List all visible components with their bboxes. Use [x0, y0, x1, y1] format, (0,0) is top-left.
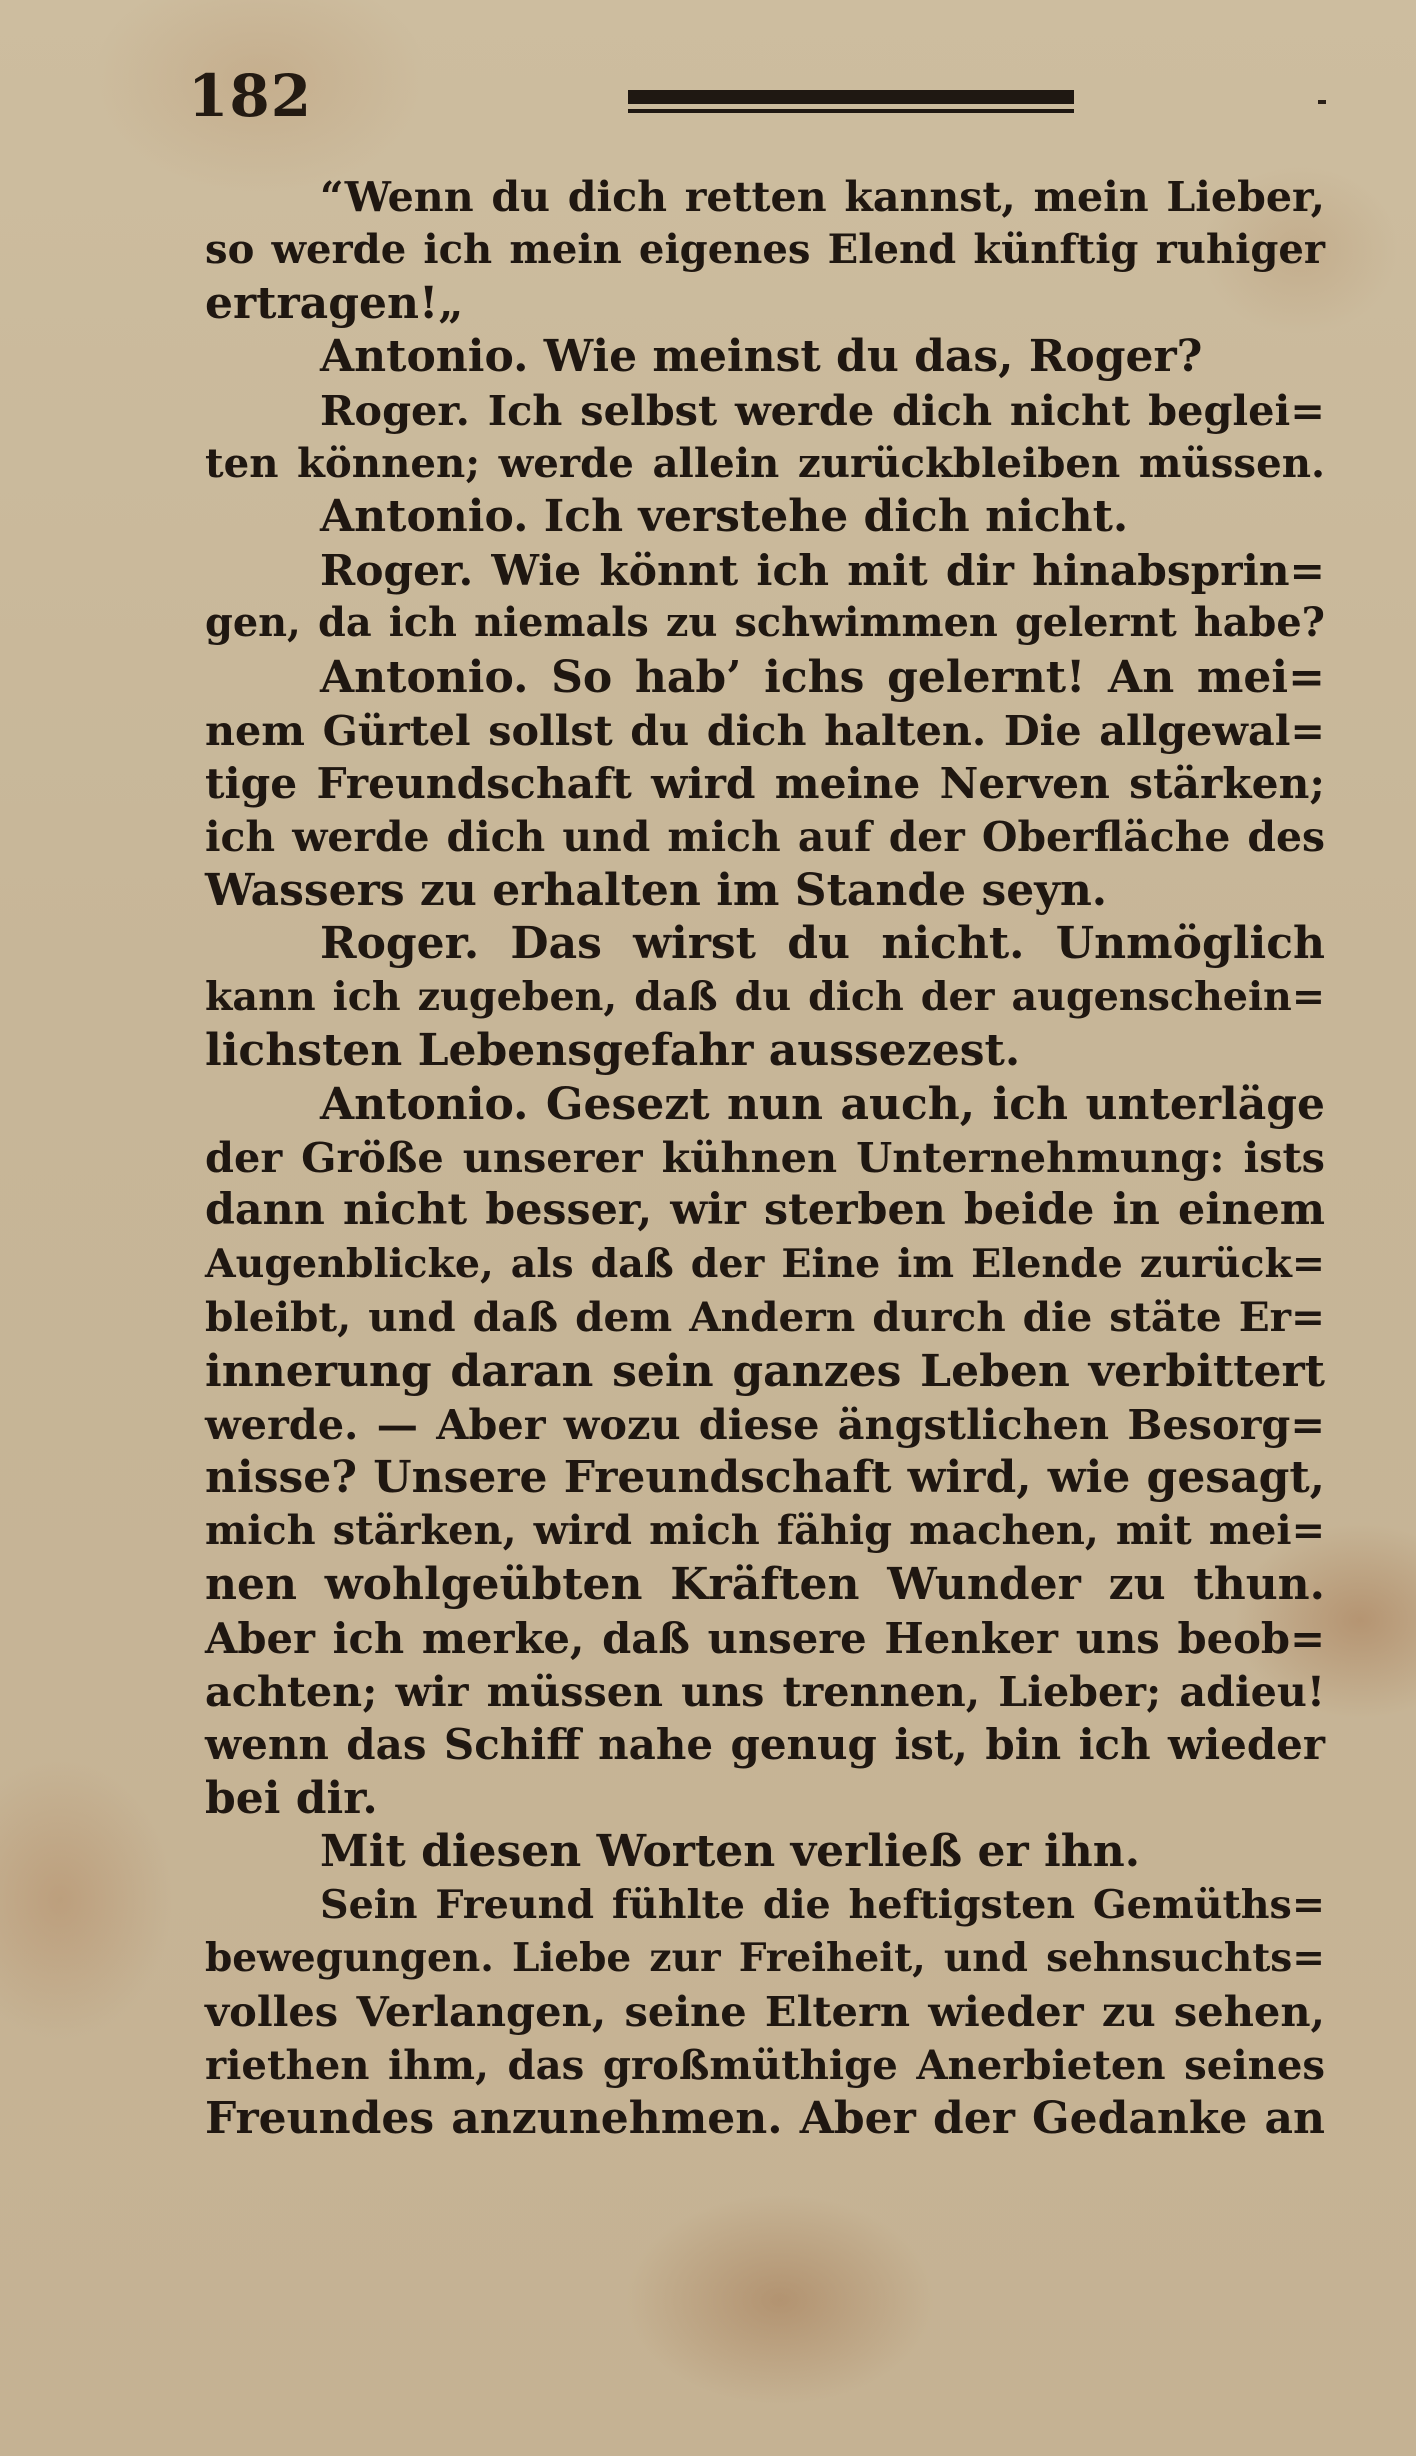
text-line: bleibt, und daß dem Andern durch die stäte Er= [205, 1293, 1325, 1342]
text-line: nen wohlgeübten Kräften Wunder zu thun. [205, 1559, 1325, 1611]
text-line: ten können; werde allein zurückbleiben müssen. [205, 439, 1325, 487]
text-line: bei dir. [205, 1772, 378, 1824]
text-line: mich stärken, wird mich fähig machen, mit mei= [205, 1507, 1325, 1554]
body-text [205, 170, 1325, 2145]
text-line: Antonio. Gesezt nun auch, ich unterläge [320, 1078, 1325, 1130]
text-line: bewegungen. Liebe zur Freiheit, und sehnsuchts= [205, 1934, 1325, 1981]
text-line: kann ich zugeben, daß du dich der augenschein= [205, 973, 1325, 1020]
text-line: achten; wir müssen uns trennen, Lieber; adieu! [205, 1666, 1325, 1716]
text-line: ertragen!„ [205, 277, 464, 329]
page-header [188, 62, 1328, 132]
text-line: riethen ihm, das großmüthige Anerbieten seines [205, 2041, 1325, 2089]
text-line: gen, da ich niemals zu schwimmen gelernt habe? [205, 600, 1325, 647]
text-line: wenn das Schiff nahe genug ist, bin ich wieder [205, 1720, 1325, 1770]
text-line: der Größe unserer kühnen Unternehmung: ists [205, 1133, 1325, 1183]
text-line: Mit diesen Worten verließ er ihn. [320, 1826, 1141, 1878]
header-rule-thin [628, 109, 1074, 113]
text-line: lichsten Lebensgefahr aussezest. [205, 1025, 1021, 1077]
header-rule [628, 90, 1074, 104]
text-line: innerung daran sein ganzes Leben verbittert [205, 1345, 1325, 1397]
text-line: Aber ich merke, daß unsere Henker uns beob= [205, 1613, 1325, 1663]
text-line: Roger. Das wirst du nicht. Unmöglich [320, 918, 1325, 970]
text-line: Augenblicke, als daß der Eine im Elende zurück= [205, 1240, 1325, 1287]
text-line: Antonio. Wie meinst du das, Roger? [320, 331, 1203, 383]
text-line: Antonio. Ich verstehe dich nicht. [320, 491, 1129, 543]
text-line: so werde ich mein eigenes Elend künftig ruhiger [205, 226, 1325, 274]
text-line: Freundes anzunehmen. Aber der Gedanke an [205, 2093, 1325, 2145]
text-line: “Wenn du dich retten kannst, mein Lieber, [320, 172, 1325, 221]
text-line: Roger. Ich selbst werde dich nicht beglei= [320, 385, 1325, 435]
text-line: nem Gürtel sollst du dich halten. Die allgewal= [205, 705, 1325, 755]
text-line: ich werde dich und mich auf der Oberfläche des [205, 812, 1325, 861]
header-dash [1318, 100, 1326, 104]
text-line: Roger. Wie könnt ich mit dir hinabsprin= [320, 544, 1325, 595]
text-line: Antonio. So hab’ ichs gelernt! An mei= [320, 651, 1325, 703]
text-line: dann nicht besser, wir sterben beide in einem [205, 1185, 1325, 1236]
text-line: volles Verlangen, seine Eltern wieder zu sehen, [205, 1987, 1325, 2037]
text-line: Sein Freund fühlte die heftigsten Gemüths= [320, 1881, 1325, 1928]
text-line: tige Freundschaft wird meine Nerven stärken; [205, 758, 1325, 809]
page-number: 182 [188, 62, 313, 130]
text-line: Wassers zu erhalten im Stande seyn. [205, 865, 1108, 917]
text-line: nisse? Unsere Freundschaft wird, wie gesagt, [205, 1452, 1325, 1504]
text-line: werde. — Aber wozu diese ängstlichen Besorg= [205, 1399, 1325, 1449]
